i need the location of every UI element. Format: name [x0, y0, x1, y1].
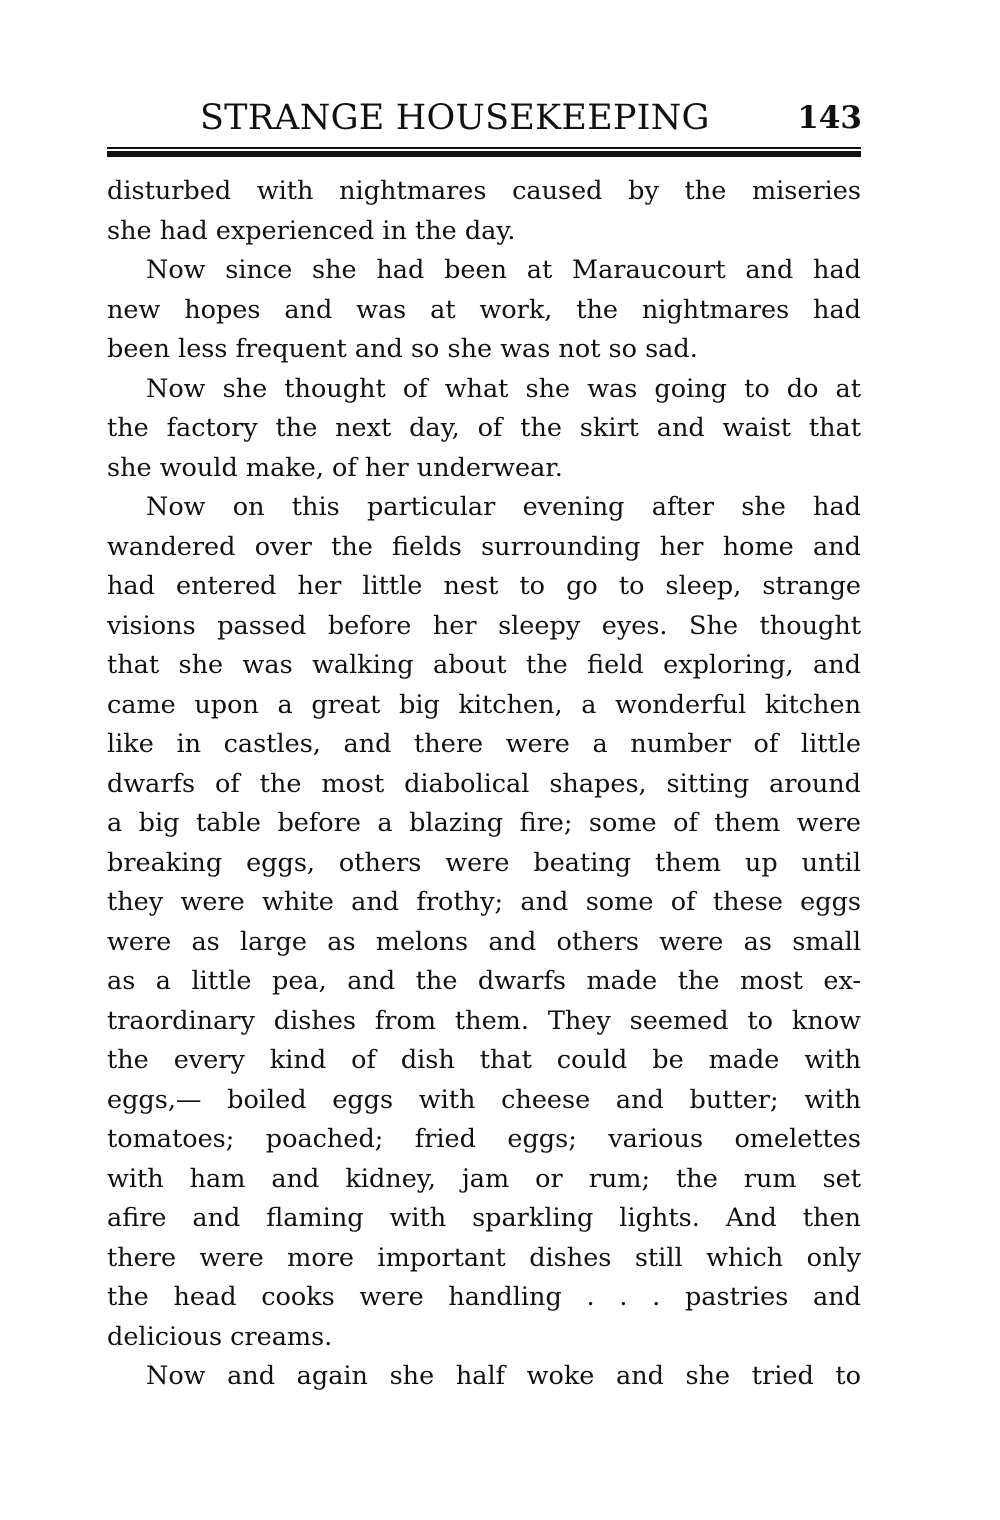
text-line: came upon a great big kitchen, a wonderful kitchen: [107, 689, 861, 720]
text-line: Now and again she half woke and she tried to: [146, 1361, 861, 1391]
text-line: like in castles, and there were a number of little: [107, 729, 861, 759]
text-line: Now on this particular evening after she had: [146, 492, 861, 522]
text-line: were as large as melons and others were as small: [107, 926, 861, 957]
text-line: the factory the next day, of the skirt and waist that: [107, 413, 861, 443]
text-line: afire and flaming with sparkling lights. And then: [107, 1203, 861, 1233]
body-text: [107, 172, 861, 1397]
text-line: she would make, of her underwear.: [107, 452, 563, 483]
text-line: a big table before a blazing fire; some of them were: [107, 808, 861, 838]
text-line: been less frequent and so she was not so sad.: [107, 334, 698, 364]
text-line: Now she thought of what she was going to do at: [146, 373, 861, 404]
header-rule-thin: [107, 147, 861, 149]
text-line: breaking eggs, others were beating them up until: [107, 847, 861, 878]
text-line: eggs,— boiled eggs with cheese and butter; with: [107, 1084, 861, 1115]
text-line: Now since she had been at Maraucourt and had: [146, 255, 861, 285]
text-line: there were more important dishes still which only: [107, 1242, 861, 1273]
text-line: the head cooks were handling . . . pastries and: [107, 1282, 861, 1312]
text-line: with ham and kidney, jam or rum; the rum set: [107, 1163, 861, 1194]
text-line: dwarfs of the most diabolical shapes, sitting around: [107, 768, 861, 799]
text-line: as a little pea, and the dwarfs made the most ex-: [107, 966, 861, 996]
text-line: she had experienced in the day.: [107, 215, 516, 246]
text-line: had entered her little nest to go to sleep, strange: [107, 571, 861, 601]
text-line: they were white and frothy; and some of these eggs: [107, 887, 861, 917]
text-line: visions passed before her sleepy eyes. She thought: [107, 610, 861, 641]
header-rule-thick: [107, 151, 861, 157]
running-title: STRANGE HOUSEKEEPING: [200, 98, 710, 138]
running-header: [107, 94, 862, 142]
text-line: disturbed with nightmares caused by the miseries: [107, 176, 861, 206]
page-number: 143: [797, 100, 862, 136]
text-line: delicious creams.: [107, 1321, 333, 1352]
text-line: traordinary dishes from them. They seemed to know: [107, 1005, 861, 1036]
text-line: new hopes and was at work, the nightmares had: [107, 294, 861, 325]
text-line: that she was walking about the field exploring, and: [107, 650, 861, 680]
text-line: the every kind of dish that could be made with: [107, 1045, 861, 1075]
text-line: wandered over the fields surrounding her home and: [107, 531, 861, 562]
text-line: tomatoes; poached; fried eggs; various omelettes: [107, 1124, 861, 1154]
